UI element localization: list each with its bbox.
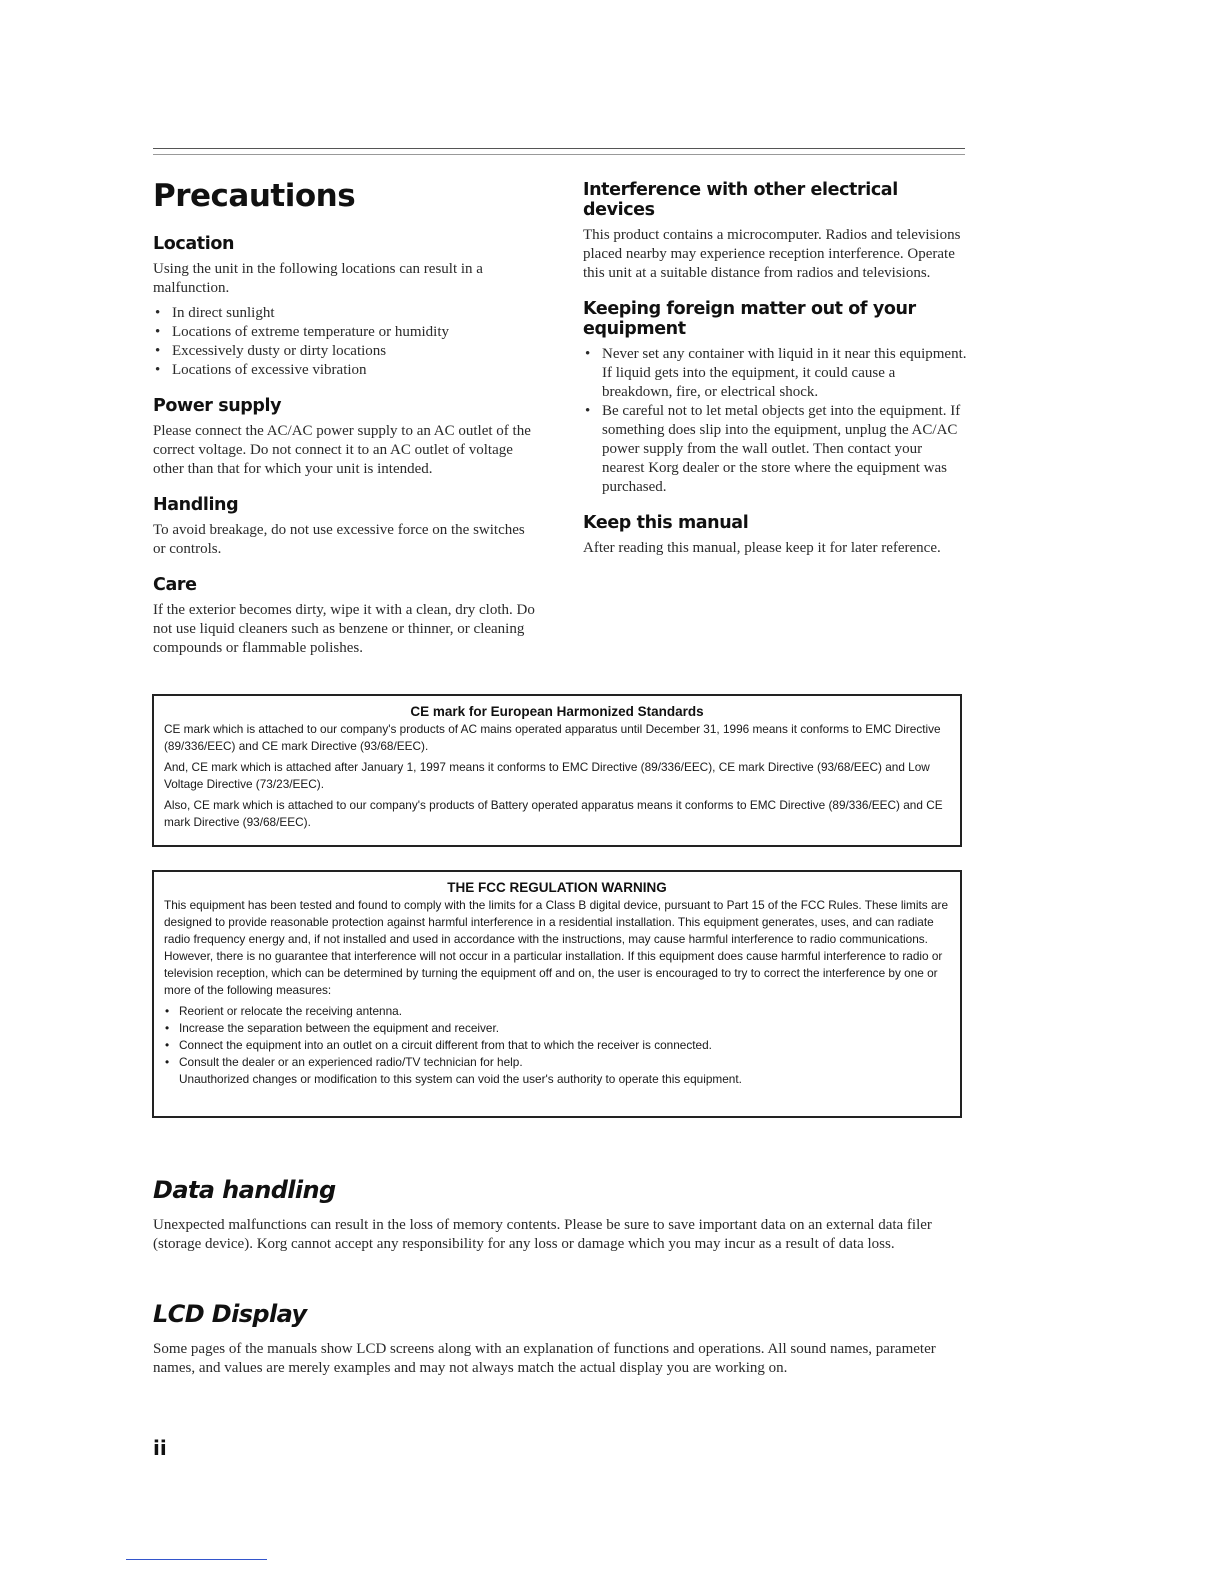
section-power-supply: [153, 396, 538, 479]
section-lcd-display: [153, 1300, 968, 1378]
fcc-measures-list: [164, 1003, 950, 1071]
list-item: • Excessively dusty or dirty locations: [153, 342, 538, 361]
ce-paragraph: CE mark which is attached to our company's products of AC mains operated apparatus until December 31, 1996 means it conforms to EMC Directive (89/336/EEC) and CE mark Directive (93/68/EEC).: [164, 722, 941, 753]
fcc-paragraph: This equipment has been tested and found to comply with the limits for a Class B digital device, pursuant to Part 15 of the FCC Rules. These limits are designed to provide reasonable protection against harmful interference in a residential installation. This equipment generates, uses, and can radiate radio frequency energy and, if not installed and used in accordance with the instructions, may cause harmful interference to radio communications. However, there is no guarantee that interference will not occur in a particular installation. If this equipment does cause harmful interference to radio or television reception, which can be determined by turning the equipment off and on, the user is encouraged to try to correct the interference by one or more of the following measures:: [164, 898, 949, 997]
foreign-matter-bullet-list: [583, 345, 968, 497]
section-heading: Care: [153, 575, 197, 595]
location-bullet-list: [153, 304, 538, 380]
section-handling: [153, 495, 538, 559]
header-rule: [153, 148, 965, 149]
fcc-box-heading: THE FCC REGULATION WARNING: [447, 880, 667, 895]
list-item: • Increase the separation between the equipment and receiver.: [164, 1020, 950, 1037]
ce-mark-notice-box: [152, 694, 962, 847]
section-text: Some pages of the manuals show LCD screens along with an explanation of functions and operations. All sound names, parameter names, and values are merely examples and may not always match the actual display you are working on.: [153, 1341, 936, 1376]
page-number: ii: [153, 1436, 167, 1460]
footer-link-underline: [126, 1559, 267, 1560]
section-heading: Data handling: [153, 1176, 336, 1204]
section-text: After reading this manual, please keep it for later reference.: [583, 540, 941, 556]
fcc-tail-text: Unauthorized changes or modification to this system can void the user's authority to operate this equipment.: [179, 1072, 742, 1086]
list-item: • Locations of extreme temperature or humidity: [153, 323, 538, 342]
fcc-warning-box: [152, 870, 962, 1118]
section-location: [153, 234, 538, 380]
right-column: [583, 180, 968, 574]
section-heading: Handling: [153, 495, 239, 515]
list-item: • Connect the equipment into an outlet on a circuit different from that to which the receiver is connected.: [164, 1037, 950, 1054]
section-text: To avoid breakage, do not use excessive force on the switches or controls.: [153, 522, 525, 557]
section-heading: Keep this manual: [583, 513, 749, 533]
list-item: • Locations of excessive vibration: [153, 361, 538, 380]
left-column: [153, 170, 538, 674]
list-item: • Never set any container with liquid in it near this equipment. If liquid gets into the equipment, it could cause a breakdown, fire, or electrical shock.: [583, 345, 968, 402]
section-text: This product contains a microcomputer. Radios and televisions placed nearby may experience reception interference. Operate this unit at a suitable distance from radios and televisions.: [583, 227, 961, 281]
section-keep-manual: [583, 513, 968, 558]
section-heading: Keeping foreign matter out of your equipment: [583, 299, 916, 339]
section-heading: Location: [153, 234, 235, 254]
header-rule-thin: [153, 154, 965, 155]
section-text: Please connect the AC/AC power supply to an AC outlet of the correct voltage. Do not connect it to an AC outlet of voltage other than that for which your unit is intended.: [153, 423, 531, 477]
section-text: If the exterior becomes dirty, wipe it with a clean, dry cloth. Do not use liquid cleaners such as benzene or thinner, or cleaning compounds or flammable polishes.: [153, 602, 535, 656]
section-heading: LCD Display: [153, 1300, 307, 1328]
section-heading: Power supply: [153, 396, 282, 416]
section-text: Using the unit in the following locations can result in a malfunction.: [153, 261, 483, 296]
list-item: • Be careful not to let metal objects get into the equipment. If something does slip into the equipment, unplug the AC/AC power supply from the wall outlet. Then contact your nearest Korg dealer or the store where the equipment was purchased.: [583, 402, 968, 497]
list-item: • Reorient or relocate the receiving antenna.: [164, 1003, 950, 1020]
page-title: Precautions: [153, 178, 356, 214]
list-item: • In direct sunlight: [153, 304, 538, 323]
ce-box-heading: CE mark for European Harmonized Standards: [410, 704, 704, 719]
section-care: [153, 575, 538, 658]
section-data-handling: [153, 1176, 968, 1254]
section-foreign-matter: [583, 299, 968, 497]
ce-paragraph: Also, CE mark which is attached to our company's products of Battery operated apparatus means it conforms to EMC Directive (89/336/EEC) and CE mark Directive (93/68/EEC).: [164, 798, 943, 829]
ce-paragraph: And, CE mark which is attached after January 1, 1997 means it conforms to EMC Directive (89/336/EEC), CE mark Directive (93/68/EEC) and Low Voltage Directive (73/23/EEC).: [164, 760, 930, 791]
list-item: • Consult the dealer or an experienced radio/TV technician for help.: [164, 1054, 950, 1071]
section-heading: Interference with other electrical devices: [583, 180, 898, 220]
section-interference: [583, 180, 968, 283]
section-text: Unexpected malfunctions can result in the loss of memory contents. Please be sure to save important data on an external data filer (storage device). Korg cannot accept any responsibility for any loss or damage which you may incur as a result of data loss.: [153, 1217, 932, 1252]
